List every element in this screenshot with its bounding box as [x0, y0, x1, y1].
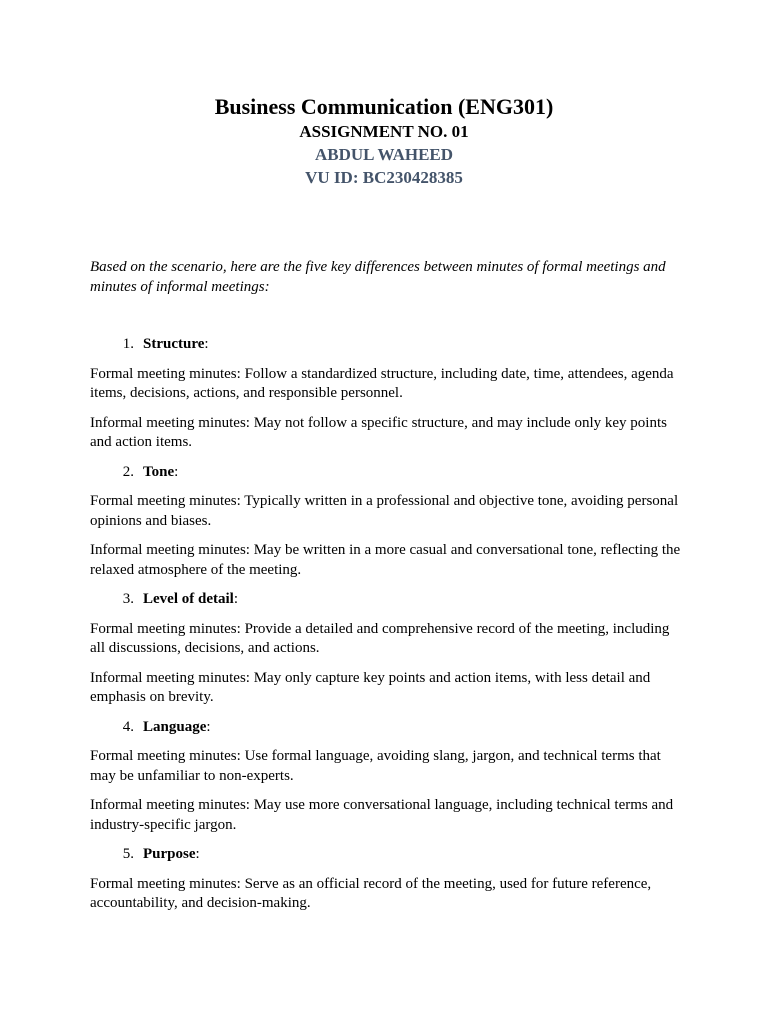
list-item-title: Tone	[143, 463, 175, 480]
formal-paragraph: Formal meeting minutes: Provide a detailed and comprehensive record of the meeting, including all discussions, decisions, and actions.	[90, 620, 670, 656]
list-item-title: Structure	[143, 336, 205, 352]
intro-paragraph: Based on the scenario, here are the five key differences between minutes of formal meetings and minutes of informal meetings:	[90, 259, 666, 295]
formal-paragraph: Formal meeting minutes: Follow a standardized structure, including date, time, attendees, agenda items, decisions, actions, and responsible personnel.	[90, 365, 674, 401]
formal-paragraph: Formal meeting minutes: Typically written in a professional and objective tone, avoiding personal opinions and biases.	[90, 493, 679, 529]
list-item-title: Language	[143, 718, 207, 735]
document-body	[90, 258, 682, 924]
list-item-title: Level of detail	[143, 591, 234, 607]
student-id: VU ID: BC230428385	[305, 168, 463, 187]
informal-paragraph: Informal meeting minutes: May be written in a more casual and conversational tone, reflecting the relaxed atmosphere of the meeting.	[90, 542, 681, 578]
list-item-number: 3.	[122, 591, 134, 607]
document-header	[0, 94, 768, 189]
list-item-number: 5.	[122, 846, 134, 862]
assignment-number: ASSIGNMENT NO. 01	[299, 122, 469, 141]
informal-paragraph: Informal meeting minutes: May not follow a specific structure, and may include only key points and action items.	[90, 414, 667, 450]
informal-paragraph: Informal meeting minutes: May use more conversational language, including technical terms and industry-specific jargon.	[90, 797, 674, 833]
informal-paragraph: Informal meeting minutes: May only capture key points and action items, with less detail and emphasis on brevity.	[90, 669, 651, 705]
list-item-heading: 5. Purpose:	[90, 845, 682, 865]
list-item-heading: 1. Structure:	[90, 335, 682, 355]
formal-paragraph: Formal meeting minutes: Serve as an official record of the meeting, used for future reference, accountability, and decision-making.	[90, 875, 652, 911]
list-item-heading: 2. Tone:	[90, 463, 682, 483]
list-item-number: 1.	[122, 336, 134, 352]
list-item-heading: 3. Level of detail:	[90, 590, 682, 610]
author-name: ABDUL WAHEED	[314, 145, 454, 164]
list-item-number: 2.	[122, 463, 134, 480]
formal-paragraph: Formal meeting minutes: Use formal language, avoiding slang, jargon, and technical terms that may be unfamiliar to non-experts.	[90, 748, 661, 784]
list-item-number: 4.	[122, 718, 134, 735]
list-item-title: Purpose	[143, 846, 196, 862]
document-title: Business Communication (ENG301)	[214, 94, 554, 119]
list-item-heading: 4. Language:	[90, 718, 682, 738]
